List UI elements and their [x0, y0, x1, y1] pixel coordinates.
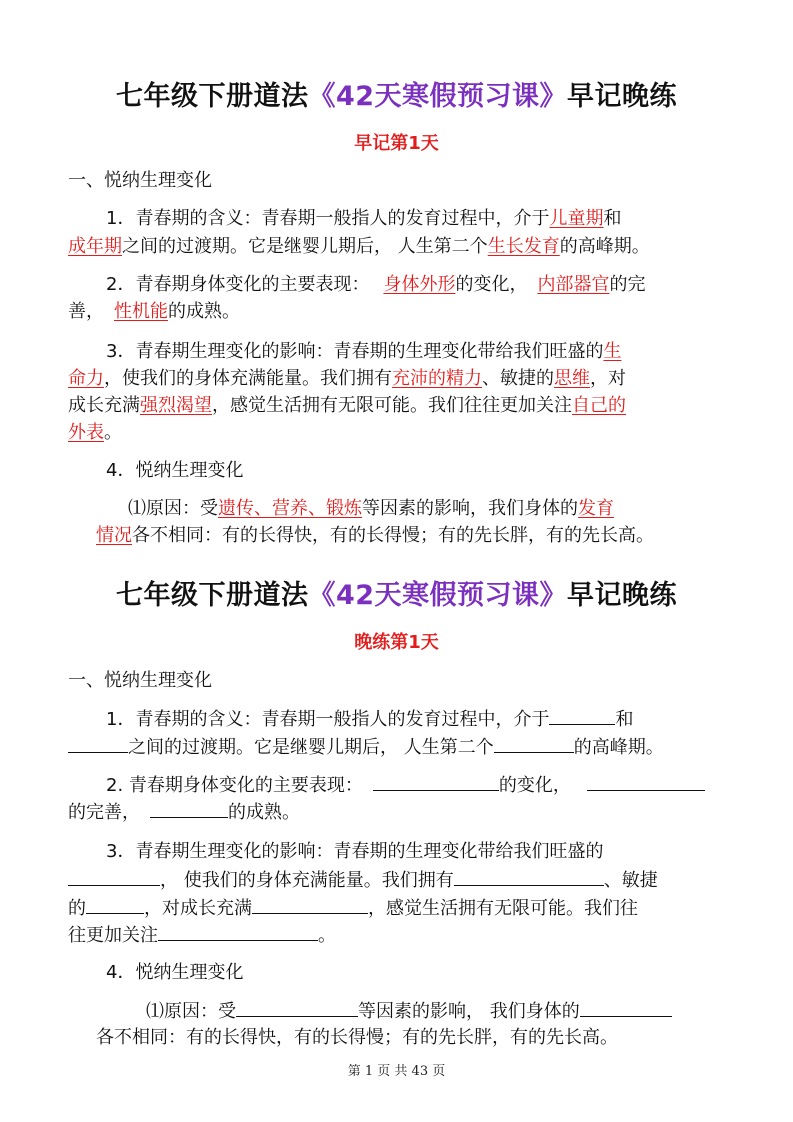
evening-p5-line1	[146, 1000, 672, 1023]
fill-blank[interactable]	[158, 924, 318, 941]
title-prefix: 七年级下册道法	[115, 81, 309, 112]
fill-blank[interactable]	[373, 774, 499, 791]
answer-sex-function: 性机能	[114, 301, 168, 322]
answer-vitality-a: 生	[603, 341, 622, 362]
text: 的	[68, 898, 86, 919]
fill-blank[interactable]	[454, 869, 604, 886]
text: 的变化，	[455, 274, 528, 295]
title-suffix: 早记晚练	[567, 81, 678, 112]
text: ， 使我们的身体充满能量。我们拥有	[160, 870, 454, 891]
morning-section-heading: 一、悦纳生理变化	[68, 170, 212, 191]
text: 之间的过渡期。它是继婴儿期后， 人生第二个	[122, 236, 488, 257]
morning-p1-line2	[68, 236, 650, 258]
fill-blank[interactable]	[580, 1000, 672, 1017]
text: 各不相同：有的长得快，有的长得慢；有的先长胖，有的先长高。	[132, 525, 654, 546]
evening-p3-line3	[68, 897, 638, 920]
page-footer: 第 1 页 共 43 页	[347, 1064, 446, 1079]
text: 。	[318, 925, 336, 946]
text: ⑴原因：受	[128, 498, 218, 519]
evening-p3-line2	[68, 869, 658, 892]
text: ，感觉生活拥有无限可能。我们往往更加关注	[212, 395, 572, 416]
text: 成长充满	[68, 395, 140, 416]
answer-adulthood: 成年期	[68, 236, 122, 257]
text: 、敏捷	[603, 870, 658, 891]
morning-p4: 4．悦纳生理变化	[106, 460, 244, 481]
fill-blank[interactable]	[549, 708, 615, 725]
title-highlight: 《42天寒假预习课》	[308, 580, 568, 611]
text: ，对成长充满	[144, 898, 252, 919]
text: 的完	[609, 274, 646, 295]
text: ⑴原因：受	[146, 1001, 236, 1022]
answer-development-b: 情况	[96, 525, 132, 546]
answer-energy: 充沛的精力	[392, 368, 482, 389]
evening-p1-line1	[106, 708, 633, 731]
answer-thinking: 思维	[554, 368, 590, 389]
morning-p5-line2	[96, 525, 654, 547]
page-title-top	[0, 74, 793, 113]
text: 1．青春期的含义：青春期一般指人的发育过程中，介于	[106, 208, 550, 229]
evening-p2-line2	[68, 801, 300, 824]
evening-p4: 4．悦纳生理变化	[106, 962, 244, 983]
fill-blank[interactable]	[494, 736, 574, 753]
text: 2．青春期身体变化的主要表现：	[106, 274, 370, 295]
text: 和	[615, 709, 634, 730]
evening-p2-line1	[106, 774, 705, 797]
morning-p3-line3	[68, 395, 626, 417]
morning-p1-line1	[106, 208, 621, 230]
answer-development-a: 发育	[578, 498, 614, 519]
evening-p5-line2: 各不相同：有的长得快，有的长得慢；有的先长胖，有的先长高。	[96, 1027, 618, 1048]
answer-vitality-b: 命力	[68, 368, 104, 389]
text: 和	[603, 208, 622, 229]
answer-factors: 遗传、营养、锻炼	[218, 498, 362, 519]
fill-blank[interactable]	[86, 897, 144, 914]
text: 等因素的影响， 我们身体的	[358, 1001, 580, 1022]
morning-subtitle: 早记第1天	[354, 133, 439, 154]
text: 的成熟。	[168, 301, 240, 322]
morning-p3-line2	[68, 368, 626, 390]
fill-blank[interactable]	[587, 774, 705, 791]
morning-p2-line1	[106, 274, 645, 296]
text: 善，	[68, 301, 104, 322]
fill-blank[interactable]	[68, 869, 160, 886]
text: 3．青春期生理变化的影响：青春期的生理变化带给我们旺盛的	[106, 341, 604, 362]
text: 、敏捷的	[482, 368, 554, 389]
fill-blank[interactable]	[252, 897, 368, 914]
text: 2. 青春期身体变化的主要表现：	[106, 775, 363, 796]
page-title-bottom	[0, 573, 793, 612]
evening-p3-line1: 3．青春期生理变化的影响：青春期的生理变化带给我们旺盛的	[106, 841, 604, 862]
text: 的成熟。	[228, 802, 300, 823]
title-highlight: 《42天寒假预习课》	[308, 81, 568, 112]
text: 的高峰期。	[573, 737, 664, 758]
answer-growth: 生长发育	[487, 236, 560, 257]
morning-p5-line1	[128, 498, 614, 520]
evening-p3-line4	[68, 924, 336, 947]
text: 等因素的影响，我们身体的	[362, 498, 578, 519]
text: 。	[104, 422, 122, 443]
text: ，对	[590, 368, 626, 389]
fill-blank[interactable]	[236, 1000, 358, 1017]
morning-p2-line2	[68, 301, 240, 323]
text: 往更加关注	[68, 925, 158, 946]
text: 的完善，	[68, 802, 140, 823]
fill-blank[interactable]	[150, 801, 228, 818]
morning-p3-line1	[106, 341, 621, 363]
title-suffix: 早记晚练	[567, 580, 678, 611]
answer-childhood: 儿童期	[549, 208, 604, 229]
fill-blank[interactable]	[68, 736, 128, 753]
text: ，感觉生活拥有无限可能。我们往	[368, 898, 638, 919]
answer-appearance-b: 外表	[68, 422, 104, 443]
text: 1．青春期的含义：青春期一般指人的发育过程中，介于	[106, 709, 550, 730]
answer-desire: 强烈渴望	[140, 395, 212, 416]
answer-organs: 内部器官	[537, 274, 610, 295]
text: ，使我们的身体充满能量。我们拥有	[104, 368, 392, 389]
morning-p3-line4	[68, 422, 122, 444]
text: 的变化，	[498, 775, 571, 796]
evening-section-heading: 一、悦纳生理变化	[68, 670, 212, 691]
evening-p1-line2	[68, 736, 664, 759]
answer-body-shape: 身体外形	[383, 274, 456, 295]
text: 之间的过渡期。它是继婴儿期后， 人生第二个	[128, 737, 494, 758]
text: 的高峰期。	[559, 236, 650, 257]
evening-subtitle: 晚练第1天	[354, 632, 439, 653]
title-prefix: 七年级下册道法	[115, 580, 309, 611]
answer-appearance-a: 自己的	[572, 395, 626, 416]
